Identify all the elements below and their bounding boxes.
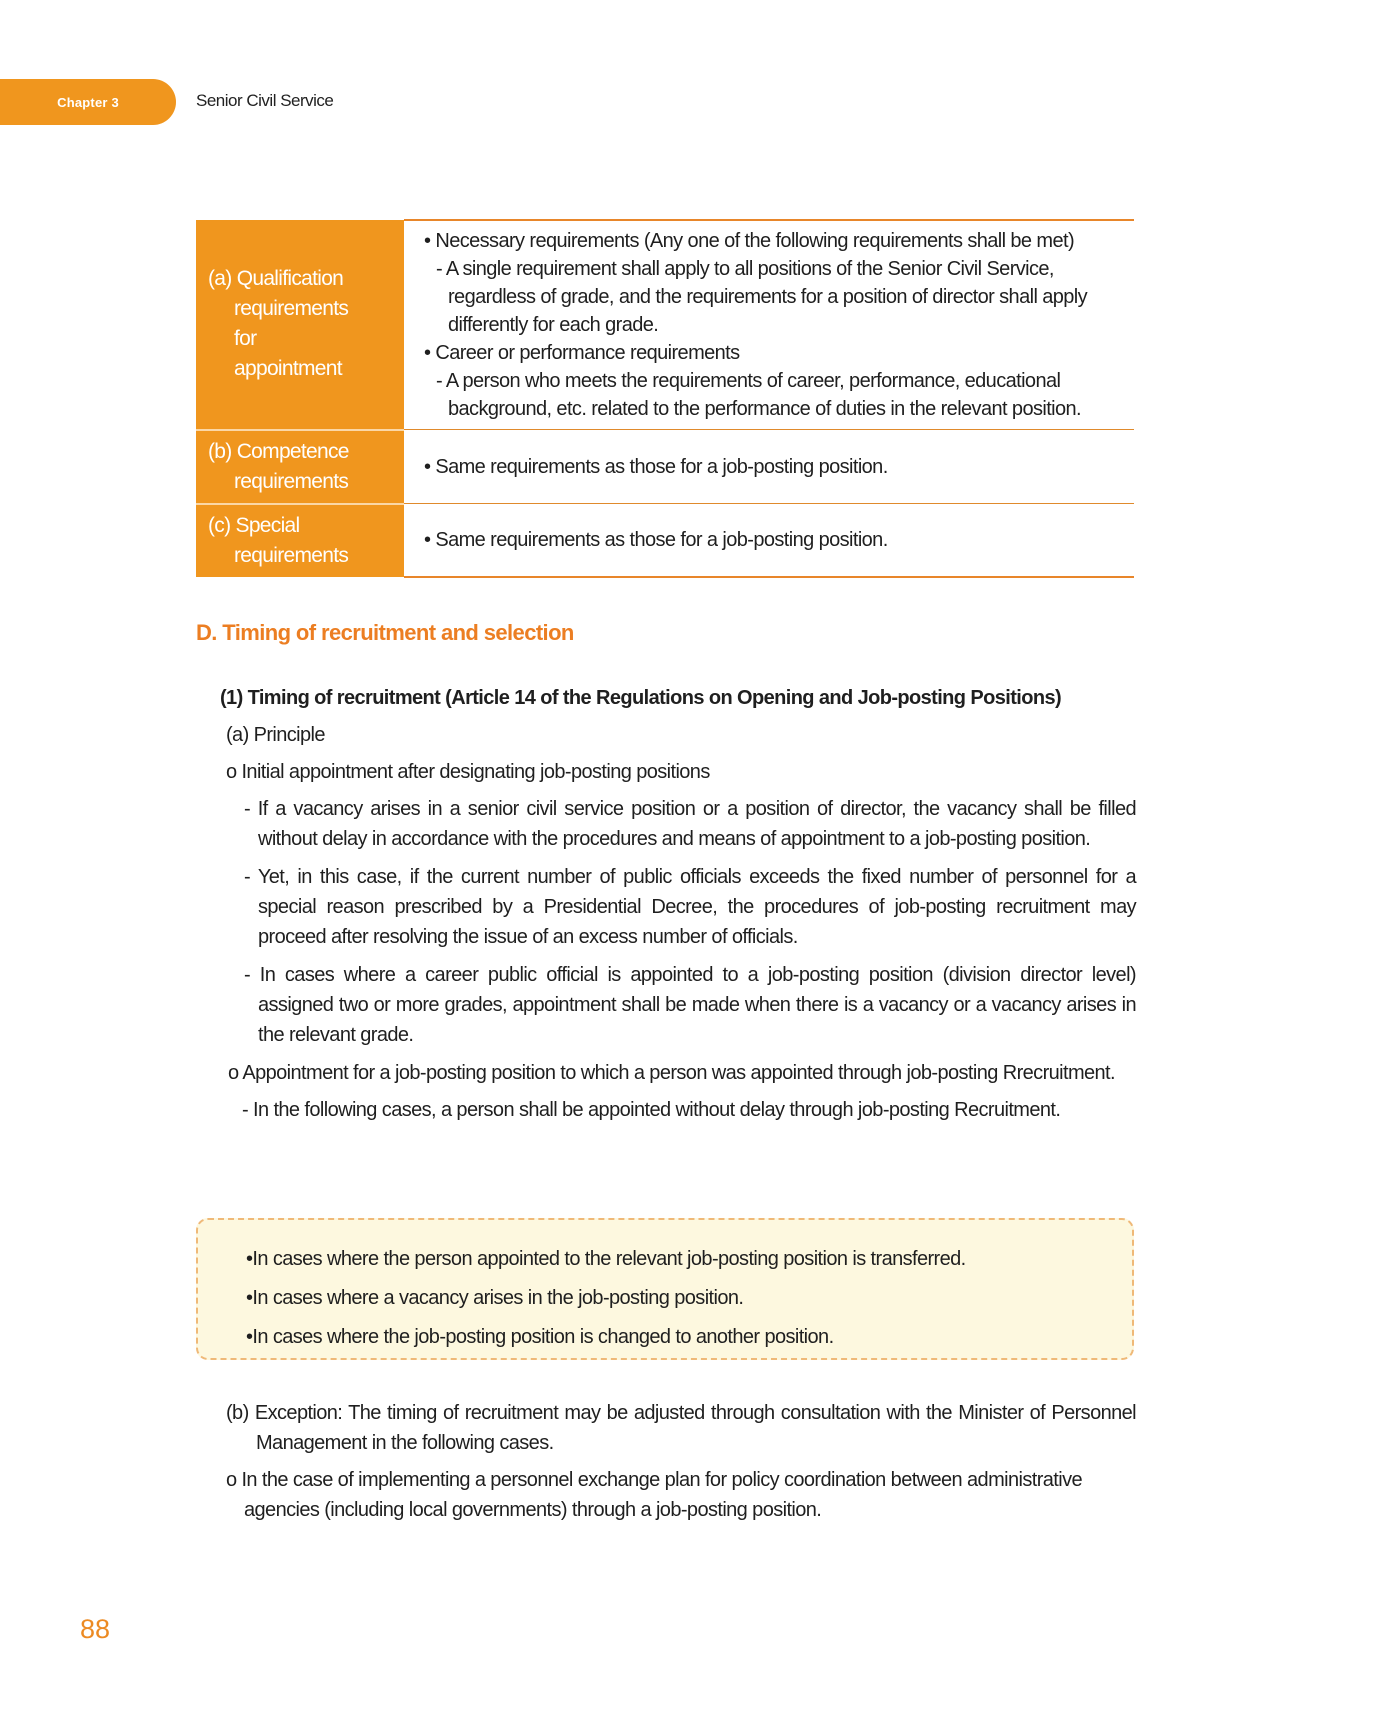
requirements-table [196, 219, 1134, 578]
section-body [220, 683, 1136, 1125]
label-line: (a) Qualification [208, 267, 344, 291]
list-item: - Yet, in this case, if the current number of public officials exceeds the fixed number of personnel for a special reason prescribed by a Presidential Decree, the procedures of job-posting recruitment may proceed after resolving the issue of an excess number of officials. [244, 866, 1136, 948]
label-line: appointment [234, 357, 342, 381]
table-row [196, 220, 1134, 430]
label-line: for [234, 327, 257, 351]
row-value [404, 430, 1134, 504]
exception-section [226, 1398, 1136, 1525]
list-item: o In the case of implementing a personnel exchange plan for policy coordination between administrative agencies (including local governments) through a job-posting position. [226, 1469, 1083, 1521]
label-line: requirements [234, 543, 349, 567]
row-label [196, 504, 404, 577]
chapter-tab [0, 79, 176, 125]
row-value [404, 504, 1134, 577]
chapter-title: Senior Civil Service [196, 91, 334, 110]
cases-box [196, 1218, 1134, 1360]
chapter-label: Chapter 3 [57, 94, 119, 110]
row-label [196, 220, 404, 430]
list-item: o Initial appointment after designating job-posting positions [226, 761, 710, 783]
list-item: - If a vacancy arises in a senior civil service position or a position of director, the vacancy shall be filled without delay in accordance with the procedures and means of appointment to a job-posting position. [244, 798, 1136, 850]
principle-heading: (a) Principle [226, 724, 325, 746]
list-item: •In cases where the job-posting position is changed to another position. [246, 1326, 834, 1348]
value-line: • Necessary requirements (Any one of the following requirements shall be met) [424, 230, 1075, 252]
exception-heading: (b) Exception: The timing of recruitment may be adjusted through consultation with the Minister of Personnel Management in the following cases. [226, 1402, 1136, 1454]
value-line: background, etc. related to the performance of duties in the relevant position. [448, 398, 1082, 420]
page-number: 88 [80, 1614, 111, 1644]
row-value [404, 220, 1134, 430]
list-item: •In cases where a vacancy arises in the job-posting position. [246, 1287, 744, 1309]
list-item: o Appointment for a job-posting position to which a person was appointed through job-posting Rrecruitment. [228, 1062, 1115, 1084]
label-line: (c) Special [208, 513, 300, 537]
subheading: (1) Timing of recruitment (Article 14 of the Regulations on Opening and Job-posting Positions) [220, 687, 1062, 709]
label-line: (b) Competence [208, 439, 349, 463]
value-line: • Same requirements as those for a job-posting position. [424, 528, 888, 551]
row-label [196, 430, 404, 504]
value-line: regardless of grade, and the requirements for a position of director shall apply [448, 286, 1088, 308]
value-line: - A single requirement shall apply to all positions of the Senior Civil Service, [436, 258, 1054, 280]
section-title: D. Timing of recruitment and selection [196, 620, 574, 645]
value-line: • Career or performance requirements [424, 342, 740, 364]
table-row [196, 430, 1134, 504]
label-line: requirements [234, 469, 349, 493]
label-line: requirements [234, 297, 349, 321]
value-line: • Same requirements as those for a job-posting position. [424, 455, 888, 478]
list-item: •In cases where the person appointed to the relevant job-posting position is transferred. [246, 1248, 966, 1270]
table-row [196, 504, 1134, 577]
list-item: - In the following cases, a person shall be appointed without delay through job-posting Recruitment. [242, 1099, 1061, 1121]
value-line: differently for each grade. [448, 314, 659, 336]
value-line: - A person who meets the requirements of career, performance, educational [436, 370, 1061, 392]
list-item: - In cases where a career public official is appointed to a job-posting position (division director level) assigned two or more grades, appointment shall be made when there is a vacancy or a vacancy arises in the relevant grade. [244, 964, 1136, 1046]
